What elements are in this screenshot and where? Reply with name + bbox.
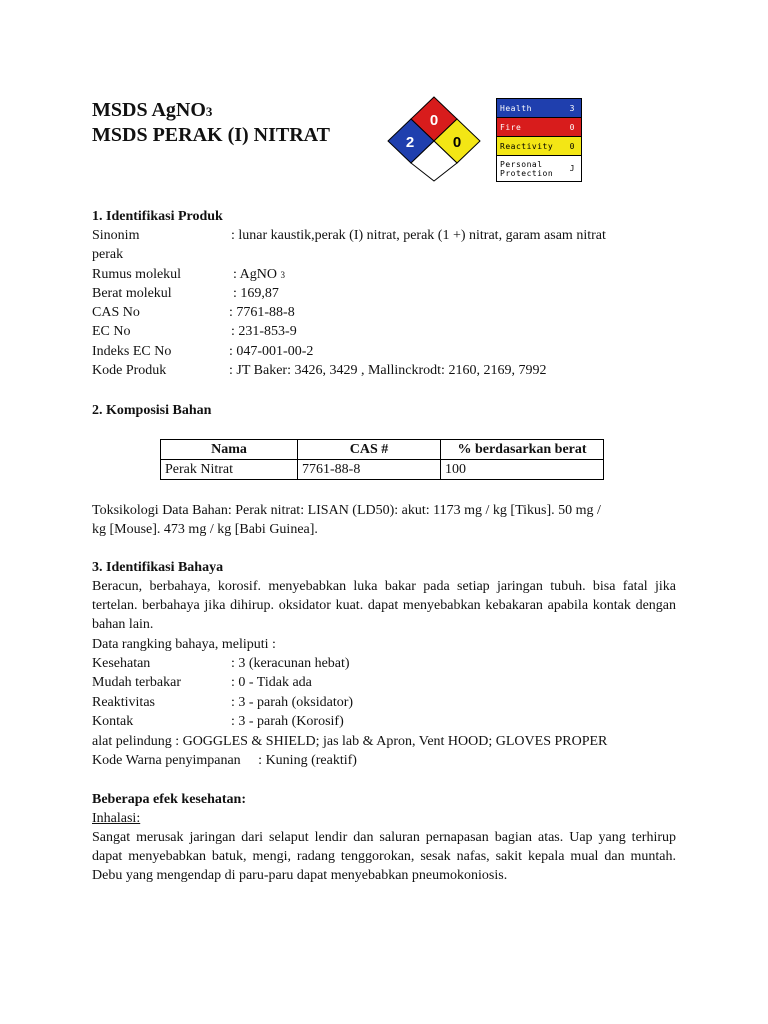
kontak-value: : 3 - parah (Korosif) [231,714,344,729]
berat-label: Berat molekul [92,286,172,301]
ec-value: : 231-853-9 [231,324,297,339]
inhalasi-paragraph: Sangat merusak jaringan dari selaput lendir dan saluran pernapasan bagian atas. Uap yang terhirup dapat menyebabkan batuk, mengi, radang tenggorokan, sesak nafas, sakit kepala mual dan muntah. Debu yang mengendap di paru-paru dapat menyebabkan pneumokoniosis. [92,830,676,883]
rumus-value: : AgNO 3 [233,267,285,282]
table-cell-cas: 7761-88-8 [298,460,441,480]
composition-table [160,439,604,480]
section1-heading: 1. Identifikasi Produk [92,209,223,224]
table-header-percent: % berdasarkan berat [441,440,604,460]
nfpa-fire-value: 0 [429,112,439,129]
table-header-row [161,440,604,460]
nfpa-health-value: 2 [405,134,415,151]
kode-warna: Kode Warna penyimpanan : Kuning (reaktif) [92,753,357,768]
kontak-label: Kontak [92,714,134,729]
mudah-terbakar-value: : 0 - Tidak ada [231,675,312,690]
ec-label: EC No [92,324,131,339]
hmis-row-reactivity: Reactivity 0 [497,137,581,156]
nfpa-diamond [384,96,484,182]
hmis-row-health: Health 3 [497,99,581,118]
kode-produk-label: Kode Produk [92,363,167,378]
indeks-label: Indeks EC No [92,344,172,359]
sinonim-value: : lunar kaustik,perak (I) nitrat, perak (1 +) nitrat, garam asam nitrat [231,228,606,243]
indeks-value: : 047-001-00-2 [229,344,314,359]
table-cell-percent: 100 [441,460,604,480]
table-header-nama: Nama [161,440,298,460]
title-name: MSDS PERAK (I) NITRAT [92,124,330,146]
effects-heading: Beberapa efek kesehatan: [92,792,246,807]
toksikologi-line-1: Toksikologi Data Bahan: Perak nitrat: LISAN (LD50): akut: 1173 mg / kg [Tikus]. 50 mg / [92,503,601,518]
alat-pelindung: alat pelindung : GOGGLES & SHIELD; jas lab & Apron, Vent HOOD; GLOVES PROPER [92,734,608,749]
inhalasi-heading: Inhalasi: [92,811,141,826]
reaktivitas-label: Reaktivitas [92,695,155,710]
cas-value: : 7761-88-8 [229,305,295,320]
table-header-cas: CAS # [298,440,441,460]
sinonim-label: Sinonim [92,228,140,243]
nfpa-reactivity-value: 0 [452,134,462,151]
rumus-label: Rumus molekul [92,267,182,282]
sinonim-continued: perak [92,247,124,262]
kesehatan-value: : 3 (keracunan hebat) [231,656,350,671]
kesehatan-label: Kesehatan [92,656,151,671]
section3-heading: 3. Identifikasi Bahaya [92,560,224,575]
hmis-row-protection: Personal Protection J [497,156,581,181]
berat-value: : 169,87 [233,286,279,301]
mudah-terbakar-label: Mudah terbakar [92,675,182,690]
kode-produk-value: : JT Baker: 3426, 3429 , Mallinckrodt: 2160, 2169, 7992 [229,363,547,378]
table-row [161,460,604,480]
reaktivitas-value: : 3 - parah (oksidator) [231,695,354,710]
toksikologi-line-2: kg [Mouse]. 473 mg / kg [Babi Guinea]. [92,522,318,537]
data-rangking: Data rangking bahaya, meliputi : [92,637,276,652]
hmis-label [496,98,582,182]
section3-paragraph: Beracun, berbahaya, korosif. menyebabkan luka bakar pada setiap jaringan tubuh. bisa fatal jika tertelan. berbahaya jika dihirup. oksidator kuat. dapat menyebabkan kebakaran apabila kontak dengan bahan lain. [92,579,676,632]
hmis-row-fire: Fire 0 [497,118,581,137]
table-cell-nama: Perak Nitrat [161,460,298,480]
title-formula: MSDS AgNO3 [92,99,213,121]
cas-label: CAS No [92,305,140,320]
section2-heading: 2. Komposisi Bahan [92,403,212,418]
